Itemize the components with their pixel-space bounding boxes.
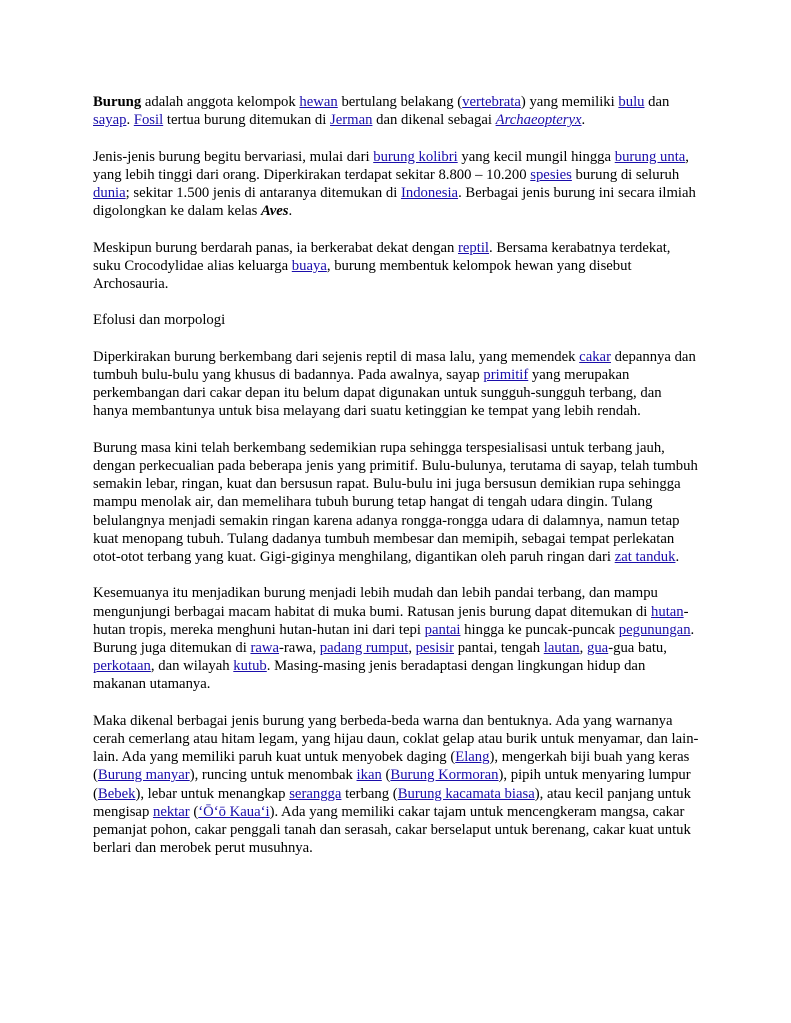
text-run: . Berbagai jenis burung ini secara ilmiah digolongkan ke dalam kelas xyxy=(93,185,696,220)
text-link[interactable]: Burung manyar xyxy=(97,767,190,784)
text-run: Efolusi dan morpologi xyxy=(93,312,226,329)
text-run: Jenis-jenis burung begitu bervariasi, mulai dari xyxy=(93,148,374,165)
text-link[interactable]: spesies xyxy=(530,166,572,183)
text-run: ), runcing untuk menombak xyxy=(189,767,357,784)
text-link[interactable]: gua xyxy=(586,640,609,656)
text-run: ), mengerkah biji buah yang keras ( xyxy=(93,749,690,784)
text-run: bertulang belakang ( xyxy=(337,94,463,110)
text-run: ( xyxy=(189,803,199,820)
text-link[interactable]: cakar xyxy=(579,348,611,365)
text-link[interactable]: hewan xyxy=(299,94,338,110)
text-run: Burung masa kini telah berkembang sedemikian rupa sehingga terspesialisasi untuk terbang jauh, dengan perkecualian pada beberapa jenis yang primitif. Bulu-bulunya, terutama di sayap, telah tumbuh semakin lebar, ringan, kuat dan bersusun rapat. Bulu-bulu ini juga bersusun demikian rupa sehingga mampu menolak air, dan memelihara tubuh burung tetap hangat di tengah udara dingin. Tulang belulangnya menjadi semakin ringan karena adanya rongga-rongga udara di dalamnya, namun tetap kuat menopang tubuh. Tulang dadanya tumbuh membesar dan memipih, sebagai tempat perlekatan otot-otot terbang yang kuat. Gigi-giginya menghilang, digantikan oleh paruh ringan dari xyxy=(93,439,698,565)
text-run: -hutan tropis, mereka menghuni hutan-hutan ini dari tepi xyxy=(93,603,689,638)
text-run: yang merupakan perkembangan dari cakar depan itu belum dapat digunakan untuk sungguh-sungguh terbang, dan hanya membantunya untuk bisa melayang dari suatu ketinggian ke tempat yang lebih rendah. xyxy=(93,366,662,420)
text-run: , xyxy=(579,640,587,656)
text-link[interactable]: Burung Kormoran xyxy=(390,767,499,784)
text-run: pantai, tengah xyxy=(454,640,544,656)
text-link[interactable]: Burung kacamata biasa xyxy=(397,785,535,802)
text-link[interactable]: primitif xyxy=(483,366,529,383)
text-run: yang kecil mungil hingga xyxy=(457,148,615,165)
text-run: Maka dikenal berbagai jenis burung yang berbeda-beda warna dan bentuknya. Ada yang warnanya cerah cemerlang atau hitam legam, yang hijau daun, coklat gelap atau burik untuk menyamar, dan lain-lain. Ada yang memiliki paruh kuat untuk menyobek daging ( xyxy=(93,712,699,766)
text-run: terbang ( xyxy=(341,785,398,802)
paragraph xyxy=(93,148,700,221)
document-page xyxy=(93,93,700,876)
text-run: . Bersama kerabatnya terdekat, suku Crocodylidae alias keluarga xyxy=(93,239,671,274)
text-link[interactable]: padang rumput xyxy=(319,640,409,656)
text-link[interactable]: vertebrata xyxy=(462,94,521,110)
text-link[interactable]: Elang xyxy=(455,749,490,766)
paragraph xyxy=(93,712,700,858)
text-run: adalah anggota kelompok xyxy=(141,94,300,110)
text-link[interactable]: pegunungan xyxy=(618,621,691,638)
text-run: ), pipih untuk menyaring lumpur ( xyxy=(93,767,691,802)
text-link[interactable]: perkotaan xyxy=(93,658,151,675)
text-link[interactable]: dunia xyxy=(93,185,126,201)
paragraph xyxy=(93,439,700,566)
text-link[interactable]: serangga xyxy=(289,785,342,802)
text-link[interactable]: ‘Ō‘ō Kaua‘i xyxy=(198,803,270,820)
text-link[interactable]: nektar xyxy=(152,803,190,820)
text-link[interactable]: sayap xyxy=(93,112,127,129)
text-link[interactable]: ikan xyxy=(356,767,382,784)
text-run: . Burung juga ditemukan di xyxy=(93,621,695,656)
paragraph xyxy=(93,348,700,421)
text-run: Diperkirakan burung berkembang dari sejenis reptil di masa lalu, yang memendek xyxy=(93,348,580,365)
text-run: Aves xyxy=(261,203,289,220)
paragraph xyxy=(93,93,700,129)
text-run: hingga ke puncak-puncak xyxy=(460,621,619,638)
text-run: ) yang memiliki xyxy=(520,94,619,110)
text-run: . xyxy=(288,203,293,220)
text-run: ( xyxy=(381,767,391,784)
text-run: Kesemuanya itu menjadikan burung menjadi lebih mudah dan lebih pandai terbang, dan mampu mengunjungi berbagai macam habitat di muka bumi. Ratusan jenis burung dapat ditemukan di xyxy=(93,585,658,620)
text-link[interactable]: burung unta xyxy=(614,148,686,165)
text-link[interactable]: reptil xyxy=(458,239,490,256)
text-run: . xyxy=(581,112,586,129)
text-run: ). Ada yang memiliki cakar tajam untuk mencengkeram mangsa, cakar pemanjat pohon, cakar penggali tanah dan serasah, cakar berselaput untuk berenang, cakar kuat untuk berlari dan merobek perut musuhnya. xyxy=(93,803,691,857)
text-run: Meskipun burung berdarah panas, ia berkerabat dekat dengan xyxy=(93,239,459,256)
text-run: depannya dan tumbuh bulu-bulu yang khusus di badannya. Pada awalnya, sayap xyxy=(93,348,696,383)
text-link[interactable]: Bebek xyxy=(97,785,136,802)
text-run: ), atau kecil panjang untuk mengisap xyxy=(93,785,691,820)
text-run: . xyxy=(126,112,134,129)
text-run: , xyxy=(408,640,416,656)
text-run: burung di seluruh xyxy=(571,166,680,183)
text-run: ; sekitar 1.500 jenis di antaranya ditemukan di xyxy=(125,185,401,201)
text-link[interactable]: bulu xyxy=(618,94,645,110)
text-run: , yang lebih tinggi dari orang. Diperkirakan terdapat sekitar 8.800 – 10.200 xyxy=(93,148,689,183)
text-run: tertua burung ditemukan di xyxy=(163,112,331,129)
text-run: Burung xyxy=(93,94,142,110)
text-link[interactable]: hutan xyxy=(651,603,684,620)
text-run: . Masing-masing jenis beradaptasi dengan lingkungan hidup dan makanan utamanya. xyxy=(93,658,646,693)
text-link[interactable]: Archaeopteryx xyxy=(495,112,582,129)
text-link[interactable]: lautan xyxy=(543,640,580,656)
text-run: -gua batu, xyxy=(608,640,667,656)
paragraph xyxy=(93,239,700,294)
text-link[interactable]: Indonesia xyxy=(400,185,459,201)
text-run: , burung membentuk kelompok hewan yang disebut Archosauria. xyxy=(93,257,632,292)
text-run: , dan wilayah xyxy=(150,658,234,675)
text-run: ), lebar untuk menangkap xyxy=(135,785,290,802)
text-link[interactable]: zat tanduk xyxy=(614,549,676,565)
text-link[interactable]: Fosil xyxy=(133,112,164,129)
text-link[interactable]: pesisir xyxy=(415,640,455,656)
text-run: dan xyxy=(644,94,670,110)
text-link[interactable]: kutub xyxy=(233,658,267,675)
text-run: . xyxy=(675,549,680,565)
text-link[interactable]: burung kolibri xyxy=(373,148,458,165)
text-link[interactable]: buaya xyxy=(291,257,327,274)
text-run: dan dikenal sebagai xyxy=(372,112,496,129)
text-link[interactable]: pantai xyxy=(424,621,461,638)
text-link[interactable]: Jerman xyxy=(330,112,373,129)
text-link[interactable]: rawa xyxy=(250,640,280,656)
paragraph xyxy=(93,584,700,693)
text-run: -rawa, xyxy=(279,640,320,656)
section-heading xyxy=(93,311,700,329)
